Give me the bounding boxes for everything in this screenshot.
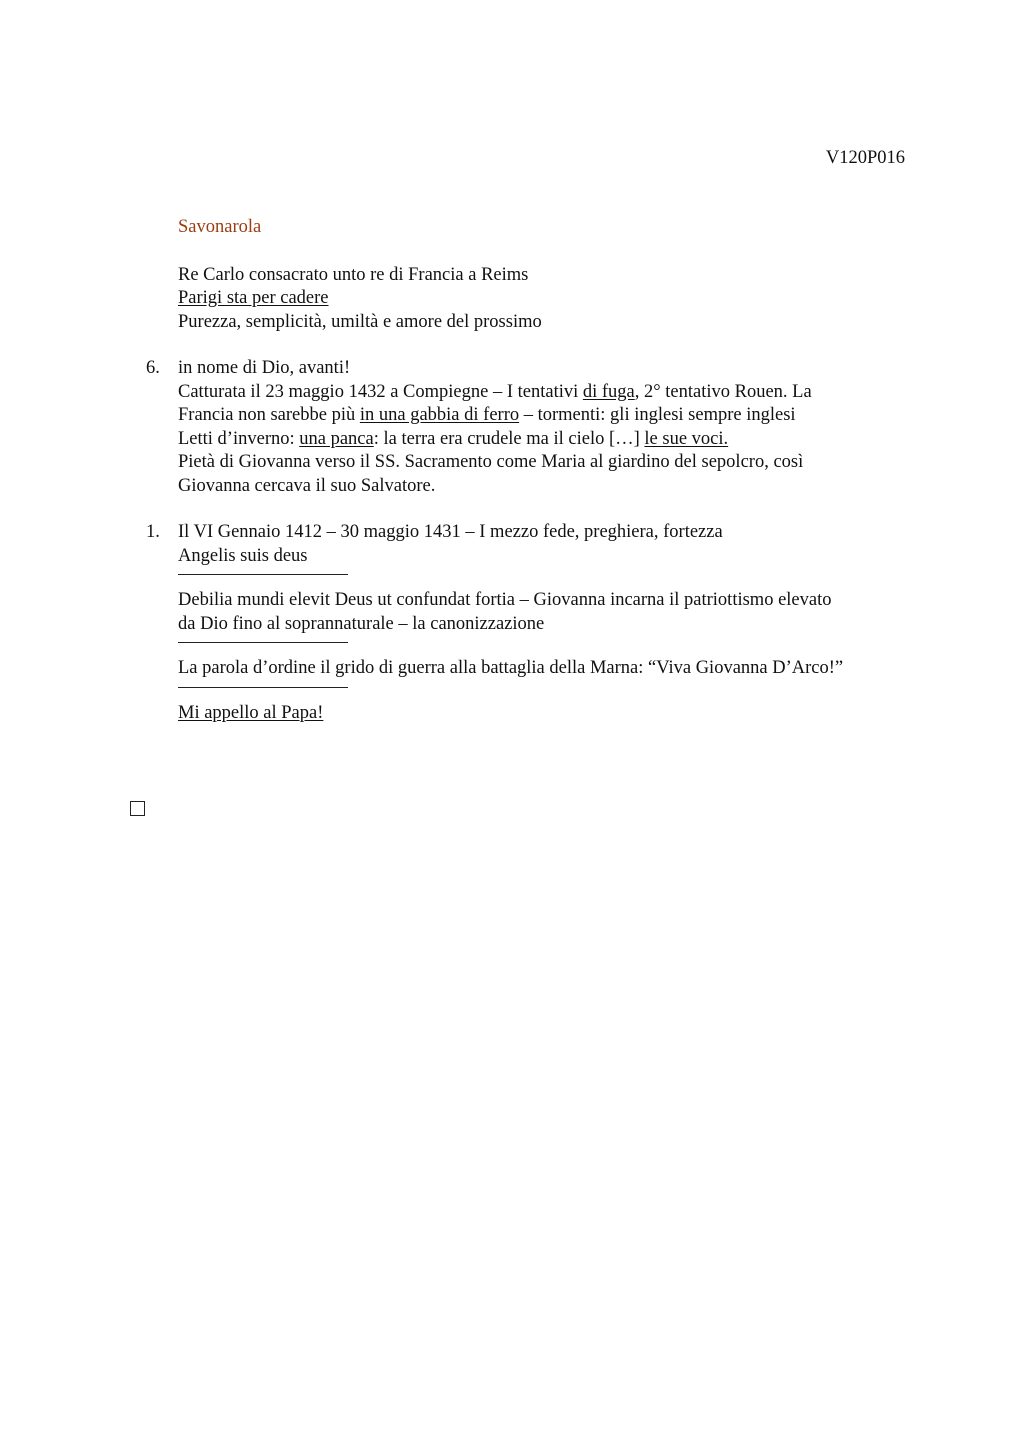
item6-line-2-text-a: Catturata il 23 maggio 1432 a Compiegne – I tentativi (178, 381, 583, 402)
debilia-line-1: Debilia mundi elevit Deus ut confundat fortia – Giovanna incarna il patriottismo elevato (178, 590, 832, 610)
debilia-paragraph (178, 589, 938, 636)
item6-line-4-text-a: Letti d’inverno: (178, 428, 300, 449)
item6-line-6: Giovanna cercava il suo Salvatore. (178, 475, 436, 496)
separator-rule (178, 687, 348, 688)
item6-line-3 (178, 404, 938, 428)
list-number-1: 1. (146, 522, 160, 542)
item6-line-4-underlined-a: una panca (299, 428, 374, 449)
item6-line-2-text-c: , 2° tentativo Rouen. La (634, 381, 812, 402)
document-body (146, 216, 938, 725)
list-item-1 (146, 521, 938, 568)
item6-line-3-text-c: – tormenti: gli inglesi sempre inglesi (519, 405, 796, 425)
item6-line-5: Pietà di Giovanna verso il SS. Sacramento come Maria al giardino del sepolcro, così (178, 452, 804, 472)
parola-paragraph: La parola d’ordine il grido di guerra alla battaglia della Marna: “Viva Giovanna D’Arco!” (178, 658, 844, 678)
intro-block (178, 264, 938, 335)
item6-line-2 (178, 381, 938, 405)
item6-line-1: in nome di Dio, avanti! (178, 358, 351, 378)
appello-paragraph: Mi appello al Papa! (178, 702, 324, 723)
intro-line-1: Re Carlo consacrato unto re di Francia a Reims (178, 264, 529, 285)
item6-line-4-text-c: : la terra era crudele ma il cielo […] (373, 428, 645, 449)
item6-line-3-text-a: Francia non sarebbe più (178, 405, 360, 425)
list-item-6 (146, 357, 938, 498)
separator-rule (178, 574, 348, 575)
list-number-6: 6. (146, 358, 160, 378)
checkbox-square-icon[interactable] (130, 801, 145, 816)
document-heading: Savonarola (178, 217, 262, 237)
intro-line-2: Parigi sta per cadere (178, 288, 329, 308)
debilia-line-2: da Dio fino al soprannaturale – la canonizzazione (178, 613, 545, 634)
item1-line-2: Angelis suis deus (178, 545, 308, 566)
item6-line-4-underlined-b: le sue voci. (644, 428, 729, 449)
item6-line-4 (178, 428, 938, 452)
separator-rule (178, 642, 348, 643)
page-reference: V120P016 (825, 148, 905, 168)
item6-line-2-underlined: di fuga (582, 381, 635, 402)
item1-line-1: Il VI Gennaio 1412 – 30 maggio 1431 – I mezzo fede, preghiera, fortezza (178, 522, 723, 542)
item6-line-3-underlined: in una gabbia di ferro (359, 405, 520, 425)
intro-line-3: Purezza, semplicità, umiltà e amore del prossimo (178, 311, 542, 332)
